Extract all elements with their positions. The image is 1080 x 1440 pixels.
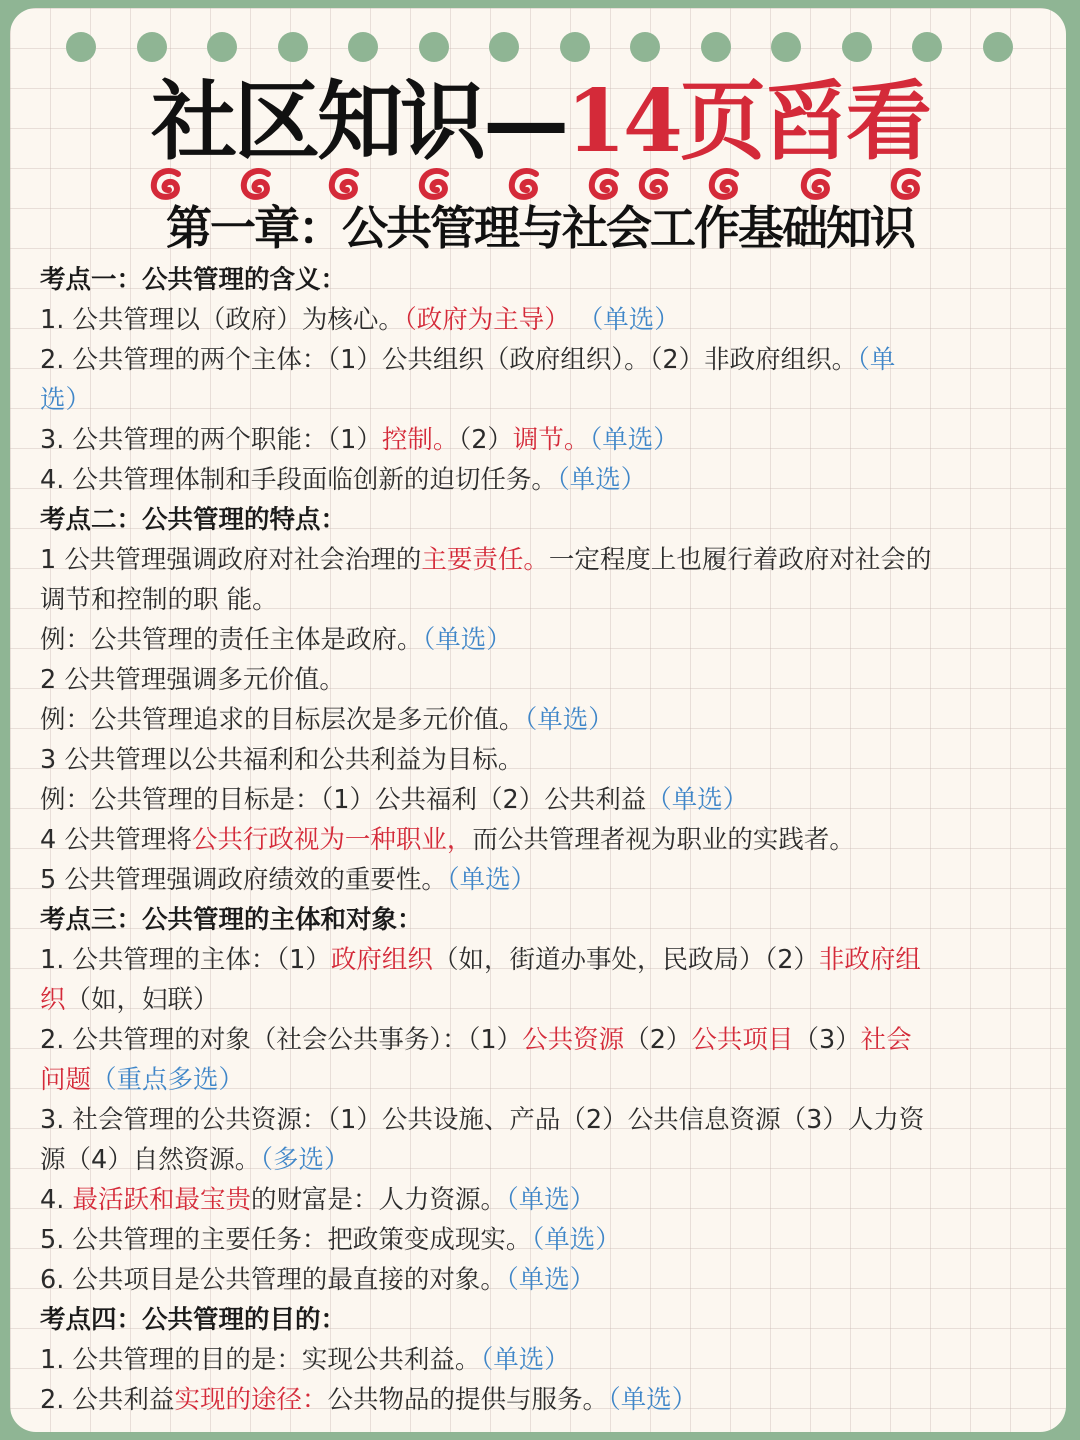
note-text: 公共物品的提供与服务。 [327,1385,608,1415]
highlight-text: 调节。 [512,425,590,455]
highlight-text: 最活跃和最宝贵 [72,1185,251,1215]
binder-hole [489,32,519,62]
note-text: 2. 公共管理的两个主体：（1）公共组织（政府组织）。（2）非政府组织。 [40,345,858,375]
note-line [40,1060,1046,1100]
note-line [40,700,1046,740]
note-line [40,1140,1046,1180]
question-type-tag: （单选） [422,625,512,655]
binder-hole [842,32,872,62]
note-text: 考点一：公共管理的含义： [40,265,347,295]
note-text: 3. 公共管理的两个职能：（1） [40,425,382,455]
question-type-tag: （单选） [569,305,680,335]
note-text: 6. 公共项目是公共管理的最直接的对象。 [40,1265,506,1295]
section-heading [40,260,1046,300]
note-text: 考点二：公共管理的特点： [40,505,347,535]
binder-hole [983,32,1013,62]
question-type-tag: （单选） [480,1345,570,1375]
note-text: 调节和控制的职 能。 [40,585,278,615]
highlight-text: 主要责任。 [421,545,549,575]
note-text: 例：公共管理的责任主体是政府。 [40,625,423,655]
note-text: 2. 公共利益 [40,1385,175,1415]
highlight-text: 实现的途径： [174,1385,328,1415]
note-text: 4. 公共管理体制和手段面临创新的迫切任务。 [40,465,557,495]
note-line [40,860,1046,900]
note-text: 4. [40,1185,73,1215]
note-text: 4 公共管理将 [40,825,192,855]
note-line [40,380,1046,420]
note-line [40,460,1046,500]
question-type-tag: （单选） [589,425,679,455]
binder-holes [66,32,1026,62]
note-line [40,1020,1046,1060]
highlight-text: 非政府组 [818,945,921,975]
section-heading [40,1300,1046,1340]
note-line [40,660,1046,700]
note-text: 1. 公共管理的主体：（1） [40,945,331,975]
binder-hole [419,32,449,62]
question-type-tag: （单选） [505,1185,596,1215]
question-type-tag: （单选） [556,465,647,495]
note-text: 的财富是：人力资源。 [250,1185,506,1215]
binder-hole [137,32,167,62]
note-line [40,1380,1046,1420]
note-text: （如，妇联） [65,985,219,1015]
notes-content [40,260,1046,1420]
note-text: （2） [624,1025,692,1055]
highlight-text: 问题 [40,1065,92,1095]
note-line [40,420,1046,460]
highlight-text: 公共项目 [691,1025,794,1055]
question-type-tag: （单选） [505,1265,596,1295]
note-line [40,1100,1046,1140]
question-type-tag: （单选） [446,865,537,895]
note-text: 一定程度上也履行着政府对社会的 [548,545,932,575]
highlight-text: 政府组织 [330,945,433,975]
binder-hole [207,32,237,62]
binder-hole [278,32,308,62]
question-type-tag: （重点多选） [91,1065,245,1095]
note-text: 2 公共管理强调多元价值。 [40,665,345,695]
title-main: 社区知识— [151,71,567,172]
note-text: 而公共管理者视为职业的实践者。 [472,825,855,855]
question-type-tag: 选） [40,385,92,415]
question-type-tag: （单选） [524,705,614,735]
binder-hole [66,32,96,62]
title-highlight: 14页舀看 [566,71,929,172]
question-type-tag: （单选） [531,1225,621,1255]
note-line [40,540,1046,580]
question-type-tag: （单选） [607,1385,698,1415]
note-text: 3. 社会管理的公共资源：（1）公共设施、产品（2）公共信息资源（3）人力资 [40,1105,925,1135]
question-type-tag: （多选） [260,1145,350,1175]
note-text: 1. 公共管理的目的是：实现公共利益。 [40,1345,481,1375]
question-type-tag: （单选） [646,785,749,815]
binder-hole [348,32,378,62]
highlight-text: 织 [40,985,66,1015]
note-text: 3 公共管理以公共福利和公共利益为目标。 [40,745,524,775]
note-text: 例：公共管理追求的目标层次是多元价值。 [40,705,525,735]
note-text: 5. 公共管理的主要任务：把政策变成现实。 [40,1225,532,1255]
highlight-text: 公共资源 [522,1025,625,1055]
highlight-text: 社会 [860,1025,912,1055]
note-text: （3） [793,1025,861,1055]
binder-hole [912,32,942,62]
binder-hole [560,32,590,62]
note-line [40,980,1046,1020]
page-title [0,68,1080,176]
binder-hole [630,32,660,62]
binder-hole [701,32,731,62]
note-text: 1 公共管理强调政府对社会治理的 [40,545,422,575]
note-line [40,1220,1046,1260]
note-line [40,1180,1046,1220]
note-text: 5 公共管理强调政府绩效的重要性。 [40,865,447,895]
note-line [40,1260,1046,1300]
note-line [40,300,1046,340]
note-line [40,940,1046,980]
note-text: （2） [458,425,513,455]
note-line [40,780,1046,820]
question-type-tag: （单 [857,345,896,375]
note-text: （如，街道办事处，民政局）（2） [432,945,819,975]
section-heading [40,900,1046,940]
note-text: 考点四：公共管理的目的： [40,1305,347,1335]
note-line [40,580,1046,620]
highlight-text: 公共行政视为一种职业， [191,825,473,855]
note-text: 源（4）自然资源。 [40,1145,261,1175]
note-line [40,1340,1046,1380]
note-text: 考点三：公共管理的主体和对象： [40,905,423,935]
note-line [40,620,1046,660]
note-line [40,820,1046,860]
highlight-text: 控制。 [381,425,459,455]
note-line [40,340,1046,380]
section-heading [40,500,1046,540]
highlight-text: （政府为主导） [403,305,570,335]
note-text: 1. 公共管理以（政府）为核心。 [40,305,404,335]
chapter-title: 第一章：公共管理与社会工作基础知识 [166,201,914,255]
binder-hole [771,32,801,62]
note-text: 2. 公共管理的对象（社会公共事务）：（1） [40,1025,523,1055]
note-text: 例：公共管理的目标是：（1）公共福利（2）公共利益 [40,785,647,815]
note-line [40,740,1046,780]
